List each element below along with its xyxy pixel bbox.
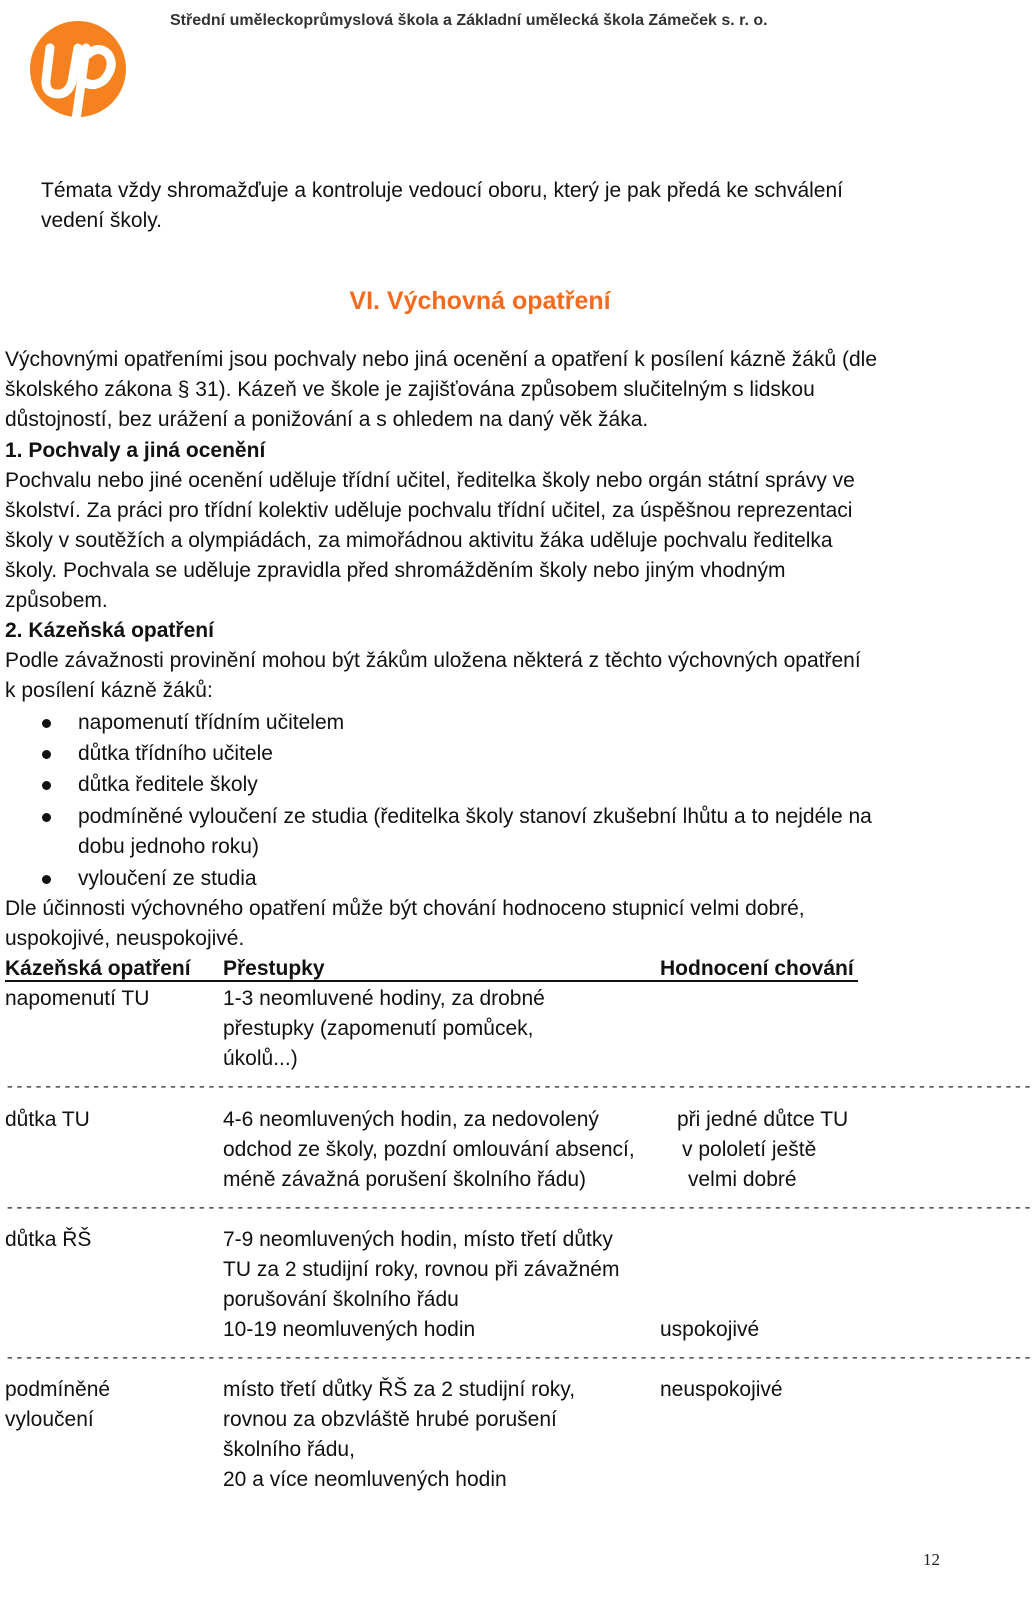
- list-item: důtka třídního učitele: [78, 742, 273, 765]
- bullet-icon: [42, 750, 51, 759]
- table-cell-offense: 7-9 neomluvených hodin, místo třetí důtky: [223, 1228, 613, 1251]
- section-heading: VI. Výchovná opatření: [349, 287, 611, 315]
- list-item: vyloučení ze studia: [78, 867, 257, 890]
- table-cell-measure: napomenutí TU: [5, 987, 150, 1010]
- list-item: podmíněné vyloučení ze studia (ředitelka školy stanoví zkušební lhůtu a to nejdéle na: [78, 805, 872, 828]
- paragraph-line: školy. Pochvala se uděluje zpravidla před shromážděním školy nebo jiným vhodným: [5, 559, 786, 582]
- table-cell-offense: rovnou za obzvláště hrubé porušení: [223, 1408, 557, 1431]
- subsection-title-praise: 1. Pochvaly a jiná ocenění: [5, 439, 266, 462]
- list-item: napomenutí třídním učitelem: [78, 711, 345, 734]
- school-logo: [28, 8, 128, 130]
- table-cell-offense: 20 a více neomluvených hodin: [223, 1468, 507, 1491]
- table-cell-offense: 1-3 neomluvené hodiny, za drobné: [223, 987, 545, 1010]
- table-cell-offense: úkolů...): [223, 1047, 298, 1070]
- bullet-icon: [42, 781, 51, 790]
- subsection-title-discipline: 2. Kázeňská opatření: [5, 619, 214, 642]
- table-cell-offense: přestupky (zapomenutí pomůcek,: [223, 1017, 534, 1040]
- table-header-rating: Hodnocení chování: [660, 957, 854, 980]
- table-cell-offense: 10-19 neomluvených hodin: [223, 1318, 476, 1341]
- intro-line: Témata vždy shromažďuje a kontroluje vedoucí oboru, který je pak předá ke schválení: [41, 179, 843, 202]
- table-cell-offense: místo třetí důtky ŘŠ za 2 studijní roky,: [223, 1378, 576, 1401]
- paragraph-line: školy v soutěžích a olympiádách, za mimořádnou aktivitu žáka uděluje pochvalu ředitelka: [5, 529, 833, 552]
- table-cell-offense: 4-6 neomluvených hodin, za nedovolený: [223, 1108, 599, 1131]
- bullet-icon: [42, 719, 51, 728]
- paragraph-line: Výchovnými opatřeními jsou pochvaly nebo jiná ocenění a opatření k posílení kázně žáků (dle: [5, 348, 878, 371]
- table-cell-measure: důtka TU: [5, 1108, 90, 1131]
- table-cell-rating: v pololetí ještě: [682, 1138, 817, 1161]
- paragraph-line: školství. Za práci pro třídní kolektiv uděluje pochvalu třídní učitel, za úspěšnou reprezentaci: [5, 499, 853, 522]
- page-number: 12: [923, 1550, 940, 1569]
- paragraph-line: důstojností, bez urážení a ponižování a s ohledem na daný věk žáka.: [5, 408, 649, 431]
- row-separator: -----------------------------------------------------------------------------------------------------------: [5, 1349, 1032, 1367]
- table-cell-rating: uspokojivé: [660, 1318, 760, 1341]
- table-cell-offense: méně závažná porušení školního řádu): [223, 1168, 587, 1191]
- table-cell-measure: důtka ŘŠ: [5, 1228, 92, 1251]
- paragraph-line: Pochvalu nebo jiné ocenění uděluje třídní učitel, ředitelka školy nebo orgán státní správy ve: [5, 469, 855, 492]
- paragraph-line: způsobem.: [5, 589, 108, 612]
- paragraph-line: Dle účinnosti výchovného opatření může být chování hodnoceno stupnicí velmi dobré,: [5, 897, 805, 920]
- table-cell-rating: velmi dobré: [688, 1168, 797, 1191]
- bullet-icon: [42, 875, 51, 884]
- paragraph-line: uspokojivé, neuspokojivé.: [5, 927, 245, 950]
- paragraph-line: Podle závažnosti provinění mohou být žákům uložena některá z těchto výchovných opatření: [5, 649, 861, 672]
- row-separator: -----------------------------------------------------------------------------------------------------------: [5, 1078, 1032, 1096]
- table-cell-offense: školního řádu,: [223, 1438, 355, 1461]
- intro-line: vedení školy.: [41, 209, 163, 232]
- paragraph-line: školského zákona § 31). Kázeň ve škole je zajišťována způsobem slučitelným s lidskou: [5, 378, 815, 401]
- table-header-offense: Přestupky: [223, 957, 325, 980]
- table-header-underline: [5, 980, 858, 982]
- bullet-icon: [42, 813, 51, 822]
- row-separator: -----------------------------------------------------------------------------------------------------------: [5, 1199, 1032, 1217]
- table-cell-measure: vyloučení: [5, 1408, 94, 1431]
- list-item: důtka ředitele školy: [78, 773, 258, 796]
- table-cell-offense: porušování školního řádu: [223, 1288, 459, 1311]
- table-cell-offense: TU za 2 studijní roky, rovnou při závažném: [223, 1258, 620, 1281]
- table-header-measure: Kázeňská opatření: [5, 957, 191, 980]
- table-cell-rating: při jedné důtce TU: [677, 1108, 849, 1131]
- header-school-name: Střední uměleckoprůmyslová škola a Základní umělecká škola Zámeček s. r. o.: [170, 12, 768, 29]
- table-cell-offense: odchod ze školy, pozdní omlouvání absencí,: [223, 1138, 635, 1161]
- table-cell-rating: neuspokojivé: [660, 1378, 783, 1401]
- paragraph-line: k posílení kázně žáků:: [5, 679, 213, 702]
- list-item-continuation: dobu jednoho roku): [78, 835, 259, 858]
- table-cell-measure: podmíněné: [5, 1378, 111, 1401]
